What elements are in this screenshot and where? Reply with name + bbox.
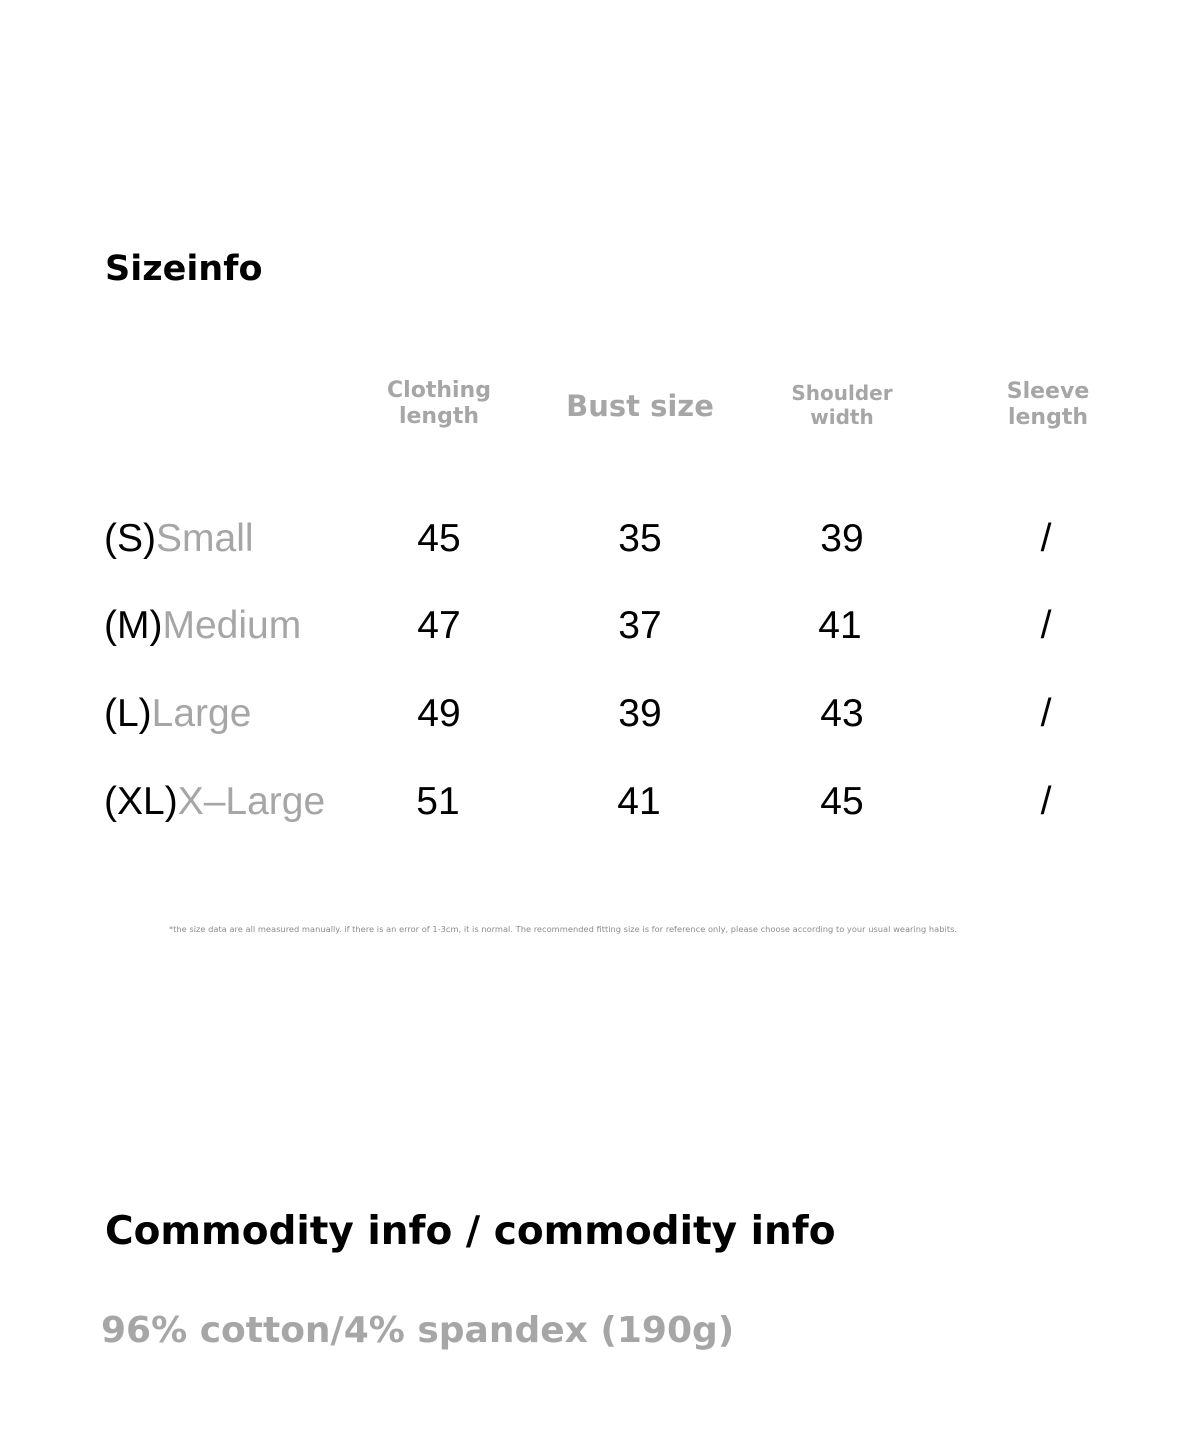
bust-size-value: 35 <box>618 517 662 560</box>
clothing-length-value: 45 <box>417 517 461 560</box>
commodity-section-title: Commodity info / commodity info <box>105 1209 836 1254</box>
clothing-length-value: 47 <box>417 604 461 647</box>
bust-size-value: 39 <box>618 692 662 735</box>
header-sleeve-length-line1: Sleeve <box>1006 379 1090 404</box>
size-row-large <box>0 689 1200 739</box>
clothing-length-value: 51 <box>416 780 460 823</box>
header-bust-size <box>566 389 714 423</box>
header-shoulder-width-line2: width <box>810 405 874 429</box>
sleeve-length-value: / <box>1040 780 1052 823</box>
shoulder-width-value: 41 <box>818 604 862 647</box>
size-name: X–Large <box>177 780 326 823</box>
size-code: (S) <box>104 517 156 560</box>
shoulder-width-value: 45 <box>820 780 864 823</box>
size-label <box>104 689 251 739</box>
header-sleeve-length <box>1007 379 1090 431</box>
size-code: (M) <box>104 604 163 647</box>
size-row-x-large <box>0 777 1200 827</box>
size-name: Large <box>151 692 252 735</box>
shoulder-width-value: 39 <box>820 517 864 560</box>
sleeve-length-value: / <box>1040 692 1052 735</box>
size-row-medium <box>0 601 1200 651</box>
header-shoulder-width-line1: Shoulder <box>791 381 893 405</box>
header-clothing-length-line1: Clothing <box>387 378 491 403</box>
size-code: (XL) <box>104 780 178 823</box>
measurement-note: *the size data are all measured manually. if there is an error of 1-3cm, it is normal. The recommended fitting size is for reference only, please choose according to your usual wearing habits. <box>169 924 958 934</box>
size-row-small <box>0 514 1200 564</box>
header-clothing-length <box>387 378 491 430</box>
sleeve-length-value: / <box>1040 517 1052 560</box>
header-shoulder-width <box>791 381 892 429</box>
header-sleeve-length-line2: length <box>1007 405 1089 430</box>
size-name: Small <box>156 517 254 560</box>
material-composition: 96% cotton/4% spandex (190g) <box>101 1310 735 1351</box>
size-label <box>104 601 301 651</box>
size-label <box>104 777 325 827</box>
header-bust-size-line1: Bust size <box>566 389 714 423</box>
size-code: (L) <box>104 692 152 735</box>
size-section-title: Sizeinfo <box>105 249 263 289</box>
clothing-length-value: 49 <box>417 692 461 735</box>
sleeve-length-value: / <box>1040 604 1052 647</box>
header-clothing-length-line2: length <box>398 404 480 429</box>
shoulder-width-value: 43 <box>820 692 864 735</box>
bust-size-value: 41 <box>617 780 661 823</box>
bust-size-value: 37 <box>618 604 662 647</box>
size-name: Medium <box>162 604 302 647</box>
size-label <box>104 514 254 564</box>
